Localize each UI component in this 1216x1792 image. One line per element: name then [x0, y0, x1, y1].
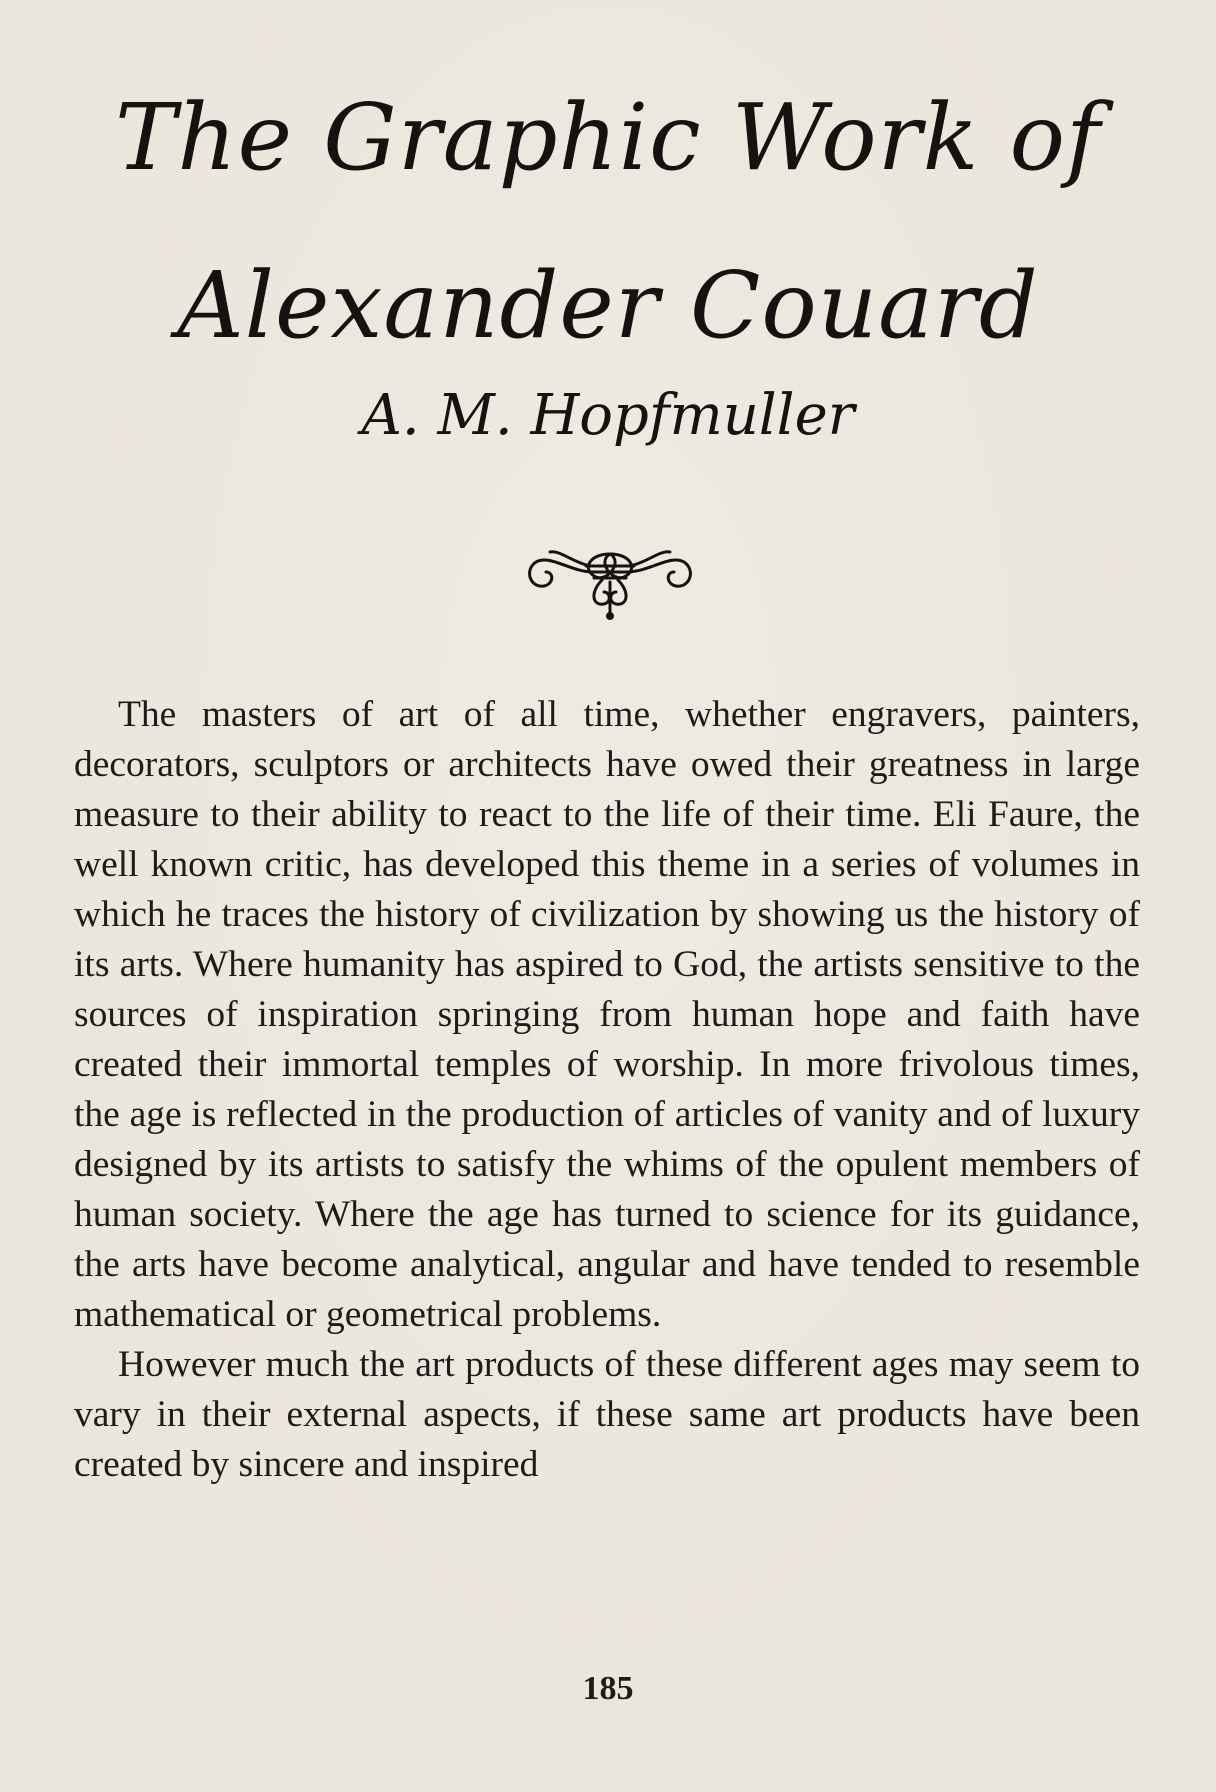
paragraph-2: However much the art products of these different ages may seem to vary in their external aspects, if these same art products have been created by sincere and inspired: [74, 1344, 1140, 1485]
title-line-1: The Graphic Work of: [114, 84, 1102, 191]
paragraph-1: The masters of art of all time, whether engravers, painters, decorators, sculptors or architects have owed their greatness in large measure to their ability to react to the life of their time. Eli Faure, the well known critic, has developed this theme in a series of volumes in which he traces the history of civilization by showing us the history of its arts. Where humanity has aspired to God, the artists sensitive to the sources of inspiration springing from human hope and faith have created their immortal temples of worship. In more frivolous times, the age is reflected in the production of articles of vanity and of luxury designed by its artists to satisfy the whims of the opulent members of human society. Where the age has turned to science for its guidance, the arts have become analytical, angular and have tended to resemble mathematical or geometrical problems.: [74, 694, 1140, 1335]
page-number: 185: [582, 1670, 634, 1707]
flourish-ornament-icon: [520, 532, 700, 622]
title-line-2: Alexander Couard: [177, 252, 1039, 359]
article-body: [74, 690, 1140, 1490]
author-byline: A. M. Hopfmuller: [361, 383, 855, 448]
